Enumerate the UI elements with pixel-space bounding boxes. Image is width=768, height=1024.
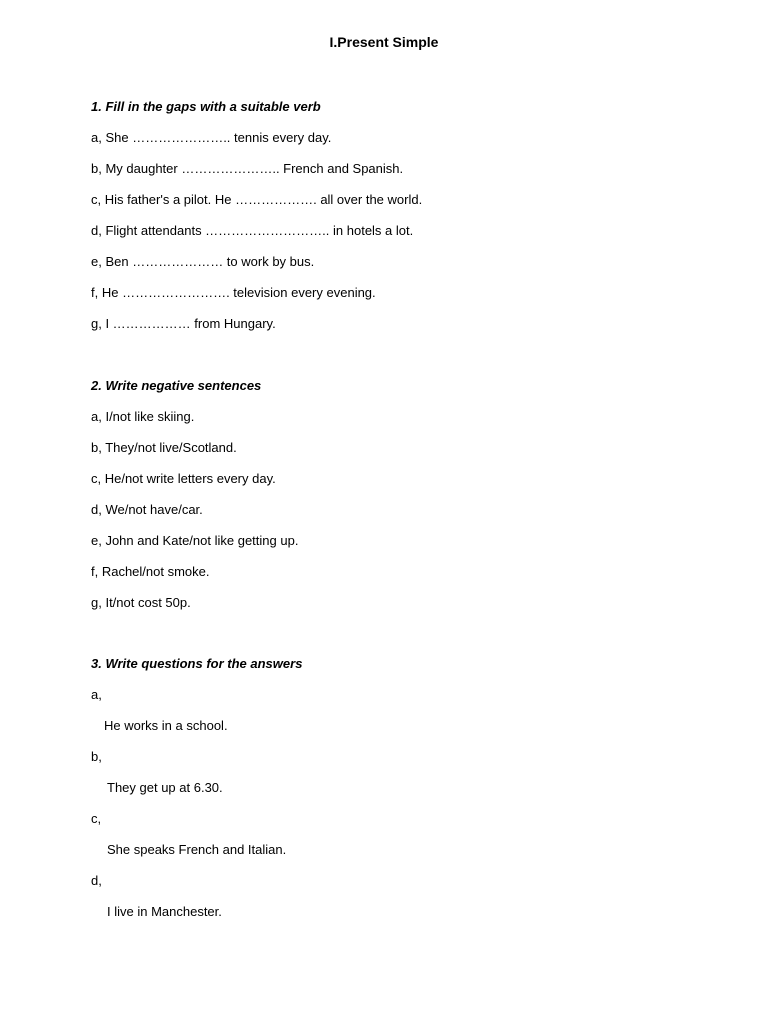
- section-1-item-g: g, I ……………… from Hungary.: [91, 316, 276, 331]
- section-3-item-b-label: b,: [91, 749, 102, 764]
- section-2-heading: 2. Write negative sentences: [91, 378, 262, 393]
- section-2-item-a: a, I/not like skiing.: [91, 409, 195, 424]
- section-1-item-f: f, He ……………………. television every evening.: [91, 285, 376, 300]
- page-title: I.Present Simple: [329, 34, 439, 50]
- section-3-item-b-answer: They get up at 6.30.: [107, 780, 223, 795]
- section-1-item-c: c, His father's a pilot. He ………………. all over the world.: [91, 192, 423, 207]
- section-3-item-c-label: c,: [91, 811, 102, 826]
- section-2-item-f: f, Rachel/not smoke.: [91, 564, 210, 579]
- section-3-item-a-label: a,: [91, 687, 102, 702]
- section-3-item-d-label: d,: [91, 873, 102, 888]
- section-1-heading: 1. Fill in the gaps with a suitable verb: [91, 99, 321, 114]
- section-1-item-b: b, My daughter ………………….. French and Spanish.: [91, 161, 404, 176]
- section-3-item-a-answer: He works in a school.: [104, 718, 228, 733]
- section-2-item-c: c, He/not write letters every day.: [91, 471, 276, 486]
- section-1-item-d: d, Flight attendants ……………………….. in hotels a lot.: [91, 223, 414, 238]
- section-3-item-c-answer: She speaks French and Italian.: [107, 842, 287, 857]
- section-1-item-a: a, She ………………….. tennis every day.: [91, 130, 332, 145]
- section-2-item-e: e, John and Kate/not like getting up.: [91, 533, 299, 548]
- section-1-item-e: e, Ben ………………… to work by bus.: [91, 254, 315, 269]
- section-2-item-d: d, We/not have/car.: [91, 502, 203, 517]
- section-2-item-b: b, They/not live/Scotland.: [91, 440, 237, 455]
- section-2-item-g: g, It/not cost 50p.: [91, 595, 191, 610]
- section-3-item-d-answer: I live in Manchester.: [107, 904, 222, 919]
- section-3-heading: 3. Write questions for the answers: [91, 656, 303, 671]
